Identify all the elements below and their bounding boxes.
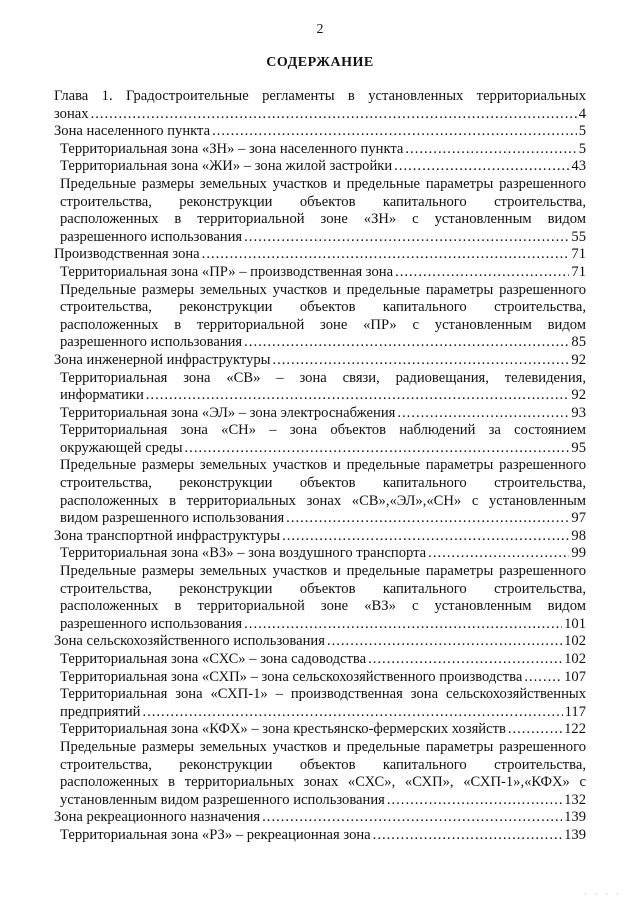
toc-page-number: 102 [564,633,586,650]
toc-entry[interactable] [54,176,586,246]
dot-leader [282,528,569,546]
toc-page-number: 93 [571,404,586,421]
toc-entry-title: Территориальная зона «ПР» – производственная зона [60,263,394,280]
toc-entry[interactable] [54,422,586,457]
toc-page-number: 71 [571,246,586,263]
toc-entry-text-line: Предельные размеры земельных участков и предельные параметры разрешенного [60,175,586,192]
toc-entry-title: Зона рекреационного назначения [54,809,261,826]
toc-entry-text-line: Территориальная зона «СН» – зона объектов наблюдений за состоянием [60,422,586,439]
toc-entry-title: разрешенного использования [60,615,243,632]
dot-leader [397,405,569,423]
toc-entry-title: Зона инженерной инфраструктуры [54,351,271,368]
dot-leader [202,246,570,264]
toc-entry[interactable] [54,545,586,563]
toc-page-number: 43 [571,158,586,175]
toc-entry[interactable] [54,528,586,546]
toc-entry-text-line: Предельные размеры земельных участков и предельные параметры разрешенного [60,457,586,474]
toc-entry-title: Территориальная зона «ЭЛ» – зона электроснабжения [60,404,396,421]
toc-entry-title: Территориальная зона «ЖИ» – зона жилой застройки [60,158,393,175]
toc-entry[interactable] [54,563,586,633]
toc-entry[interactable] [54,721,586,739]
dot-leader [244,334,569,352]
toc-page-number: 85 [571,334,586,351]
toc-entry[interactable] [54,809,586,827]
dot-leader [185,440,570,458]
toc-entry-text-line: расположенных в территориальной зоне «ПР» с установленным видом [60,316,586,333]
toc-page-number: 139 [564,809,586,826]
dot-leader [244,229,569,247]
dot-leader [91,106,577,124]
toc-page-number: 107 [564,668,586,685]
toc-page-number: 71 [571,263,586,280]
toc-entry-title: Территориальная зона «ВЗ» – зона воздушного транспорта [60,545,427,562]
scan-mark: · · · · [584,890,622,899]
toc-entry[interactable] [54,739,586,809]
toc-entry[interactable] [54,405,586,423]
toc-entry[interactable] [54,264,586,282]
dot-leader [373,827,562,845]
toc-entry-text-line: Глава 1. Градостроительные регламенты в установленных территориальных [54,88,586,104]
toc-entry-title: Территориальная зона «ЗН» – зона населенного пункта [60,140,404,157]
dot-leader [387,792,562,810]
dot-leader [327,633,562,651]
page-title: СОДЕРЖАНИЕ [266,55,374,70]
dot-leader [262,809,562,827]
toc-page-number: 55 [571,228,586,245]
toc-entry[interactable] [54,246,586,264]
toc-entry-text-line: расположенных в территориальной зоне «ВЗ» с установленным видом [60,598,586,615]
dot-leader [146,387,570,405]
toc-entry-title: разрешенного использования [60,228,243,245]
toc-page-number: 99 [571,545,586,562]
toc-entry-text-line: расположенных в территориальных зонах «СХС», «СХП», «СХП-1»,«КФХ» с [60,774,586,791]
toc-entry-text-line: расположенных в территориальных зонах «СВ»,«ЭЛ»,«СН» с установленным [60,492,586,509]
toc-entry-title: Территориальная зона «СХС» – зона садоводства [60,651,367,667]
toc-entry-title: Производственная зона [54,246,200,263]
toc-entry[interactable] [54,827,586,845]
toc-entry-text-line: расположенных в территориальной зоне «ЗН» с установленным видом [60,211,586,228]
dot-leader [142,704,562,722]
toc-entry-title: окружающей среды [60,439,183,456]
page-number: 2 [316,22,324,37]
toc-page-number: 102 [564,651,586,667]
toc-entry-text-line: Территориальная зона «СВ» – зона связи, радиовещания, телевидения, [60,369,586,386]
toc-entry-title: Зона транспортной инфраструктуры [54,527,281,544]
dot-leader [395,264,569,282]
toc-entry-title: Территориальная зона «РЗ» – рекреационная зона [60,826,371,843]
toc-page-number: 139 [564,826,586,843]
toc-page-number: 117 [564,703,586,720]
toc-entry-title: Территориальная зона «КФХ» – зона крестьянско-фермерских хозяйств [60,721,506,738]
toc-entry-title: зонах [54,105,89,122]
dot-leader [524,669,562,687]
toc-entry-title: информатики [60,387,144,404]
toc-page-number: 5 [578,140,586,157]
dot-leader [394,158,569,176]
toc-entry[interactable] [54,686,586,721]
toc-entry[interactable] [54,282,586,352]
toc-page-number: 98 [571,527,586,544]
toc-entry[interactable] [54,158,586,176]
toc-entry[interactable] [54,352,586,370]
toc-entry-title: Территориальная зона «СХП» – зона сельскохозяйственного производства [60,668,523,685]
dot-leader [405,141,576,159]
toc-page-number: 5 [578,123,586,140]
toc-entry-text-line: Предельные размеры земельных участков и предельные параметры разрешенного [60,563,586,580]
dot-leader [272,352,569,370]
toc-entry-title: разрешенного использования [60,334,243,351]
toc-entry[interactable] [54,669,586,687]
toc-entry[interactable] [54,123,586,141]
toc-entry-title: видом разрешенного использования [60,510,285,527]
toc-entry-title: Зона сельскохозяйственного использования [54,633,325,650]
toc-entry[interactable] [54,457,586,527]
dot-leader [286,510,569,528]
toc-entry[interactable] [54,141,586,159]
toc-page-number: 4 [578,105,586,122]
toc-entry-title: установленным видом разрешенного использования [60,791,385,808]
toc-entry-text-line: строительства, реконструкции объектов капитального строительства, [60,756,586,773]
toc-entry-title: предприятий [60,703,141,720]
toc-page-number: 95 [571,439,586,456]
toc-entry[interactable] [54,651,586,669]
table-of-contents [54,88,586,845]
toc-entry-text-line: строительства, реконструкции объектов капитального строительства, [60,193,586,210]
toc-entry-text-line: строительства, реконструкции объектов капитального строительства, [60,580,586,597]
toc-page-number: 92 [571,387,586,404]
toc-entry-title: Зона населенного пункта [54,123,211,140]
toc-page-number: 122 [564,721,586,738]
toc-entry[interactable] [54,370,586,405]
toc-entry[interactable] [54,88,586,123]
dot-leader [428,545,569,563]
toc-entry-text-line: Предельные размеры земельных участков и предельные параметры разрешенного [60,281,586,298]
toc-entry-text-line: Предельные размеры земельных участков и предельные параметры разрешенного [60,738,586,755]
toc-entry-text-line: строительства, реконструкции объектов капитального строительства, [60,299,586,316]
dot-leader [212,123,577,141]
toc-entry-text-line: строительства, реконструкции объектов капитального строительства, [60,475,586,492]
dot-leader [508,721,562,739]
toc-page-number: 92 [571,351,586,368]
toc-entry[interactable] [54,633,586,651]
toc-page-number: 97 [571,510,586,527]
toc-entry-text-line: Территориальная зона «СХП-1» – производственная зона сельскохозяйственных [60,686,586,703]
toc-page-number: 101 [564,615,586,632]
dot-leader [368,651,562,669]
toc-page-number: 132 [564,791,586,808]
dot-leader [244,616,562,634]
